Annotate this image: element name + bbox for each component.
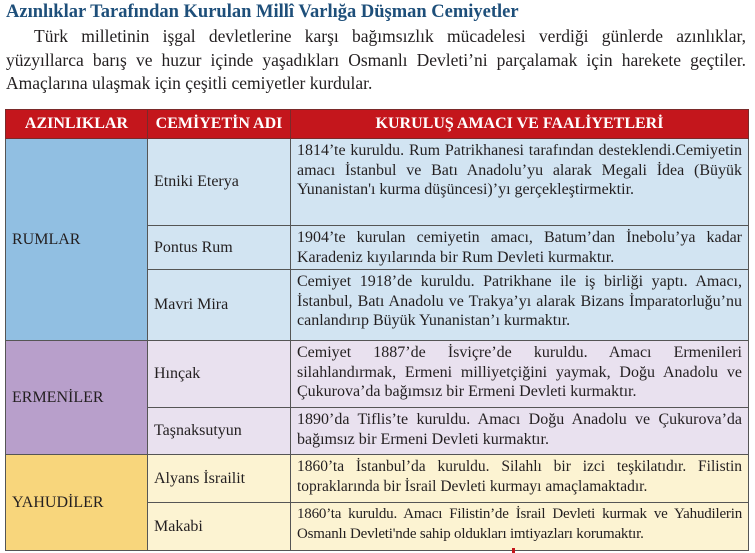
group-cell: YAHUDİLER [6,455,148,551]
header-purpose: KURULUŞ AMACI VE FAALİYETLERİ [291,110,749,139]
society-desc: 1860’ta İstanbul’da kuruldu. Silahlı bir izci teşkilatıdır. Filistin topraklarında bir İsrail Devleti kurmayı amaçlamaktadır. [291,455,749,503]
society-desc: 1860’ta kuruldu. Amacı Filistin’de İsrail Devleti kurmak ve Yahudilerin Osmanlı Devleti'nde sahip oldukları imtiyazları korumaktır. [291,503,749,551]
society-desc: 1890’da Tiflis’te kuruldu. Amacı Doğu Anadolu ve Çukurova’da bağımsız bir Ermeni Devleti kurmaktır. [291,408,749,455]
intro-paragraph: Türk milletinin işgal devletlerine karşı bağımsızlık mücadelesi verdiği günlerde azınlıklar, yüzyıllarca barış ve huzur içinde yaşadıkları Osmanlı Devleti’ni parçalamak için harekete geçtiler. Amaçlarına ulaşmak için çeşitli cemiyetler kurdular. [6,26,746,93]
society-name: Hınçak [148,341,291,408]
society-desc: Cemiyet 1918’de kuruldu. Patrikhane ile iş birliği yaptı. Amacı, İstanbul, Batı Anadolu ve Trakya’yı alarak Bizans İmparatorluğu’nu canlandırıp Büyük Yunanistan’ı kurmaktır. [291,270,749,341]
society-name: Alyans İsrailit [148,455,291,503]
group-cell: ERMENİLER [6,341,148,455]
society-name: Etniki Eterya [148,139,291,226]
section-title: Azınlıklar Tarafından Kurulan Millî Varlığa Düşman Cemiyetler [6,2,519,22]
society-desc: Cemiyet 1887’de İsviçre’de kuruldu. Amacı Ermenileri silahlandırmak, Ermeni milliyetçiğini yaymak, Doğu Anadolu ve Çukurova’da bağımsız bir Ermeni Devleti kurmaktır. [291,341,749,408]
society-name: Pontus Rum [148,226,291,270]
society-name: Taşnaksutyun [148,408,291,455]
societies-table [5,109,749,551]
table-row [6,139,749,226]
table-row [6,341,749,408]
header-minorities: AZINLIKLAR [6,110,148,139]
society-name: Mavri Mira [148,270,291,341]
table-row [6,455,749,503]
decorative-line [512,548,515,553]
society-name: Makabi [148,503,291,551]
header-society-name: CEMİYETİN ADI [148,110,291,139]
group-cell: RUMLAR [6,139,148,341]
table-header [6,110,749,139]
society-desc: 1814’te kuruldu. Rum Patrikhanesi tarafından desteklendi.Cemiyetin amacı İstanbul ve Batı Anadolu’yu alarak Megali İdea (Büyük Yunanistan'ı kurma düşüncesi)’yı gerçekleştirmektir. [291,139,749,226]
society-desc: 1904’te kurulan cemiyetin amacı, Batum’dan İnebolu’ya kadar Karadeniz kıyılarında bir Rum Devleti kurmaktır. [291,226,749,270]
